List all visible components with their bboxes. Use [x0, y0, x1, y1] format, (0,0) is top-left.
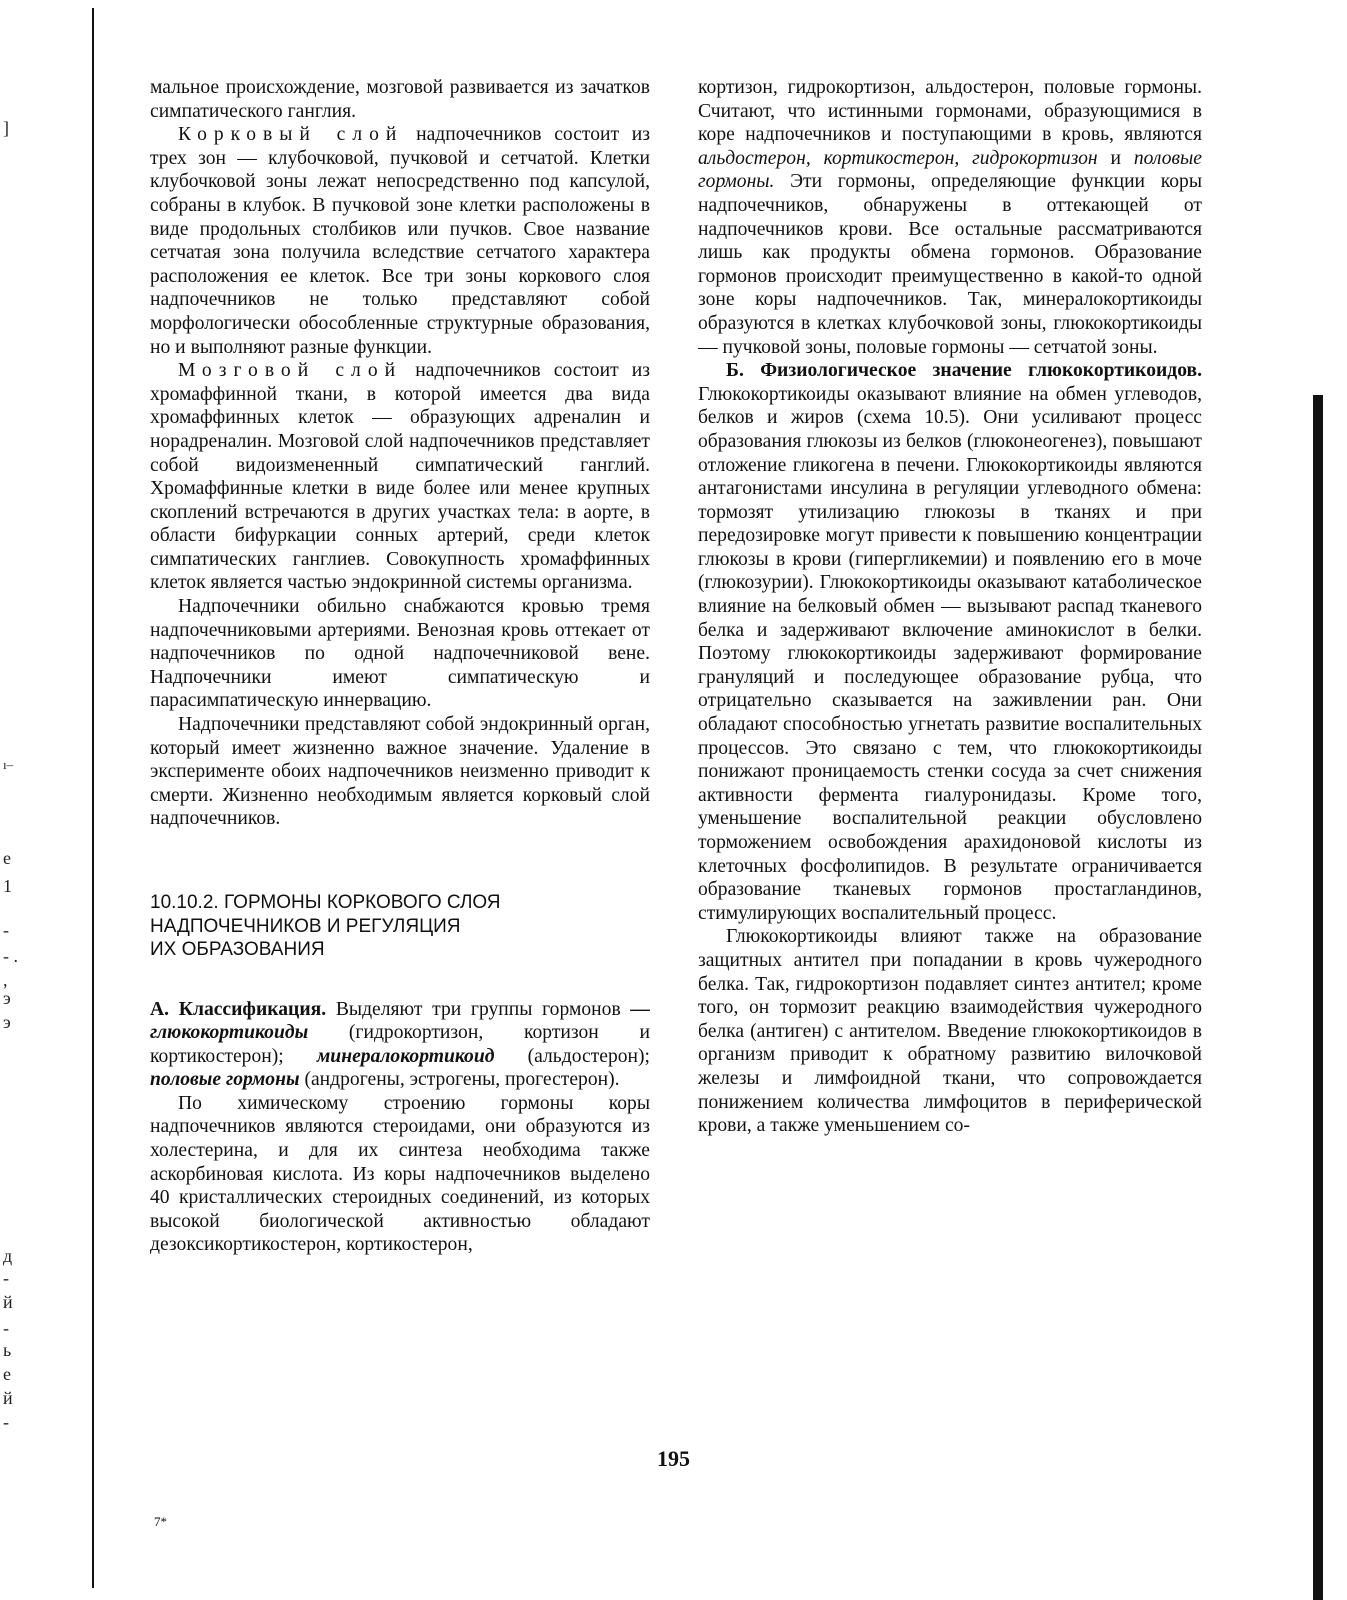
- gutter-glyph: э: [3, 1012, 11, 1032]
- page-number: 195: [657, 1446, 690, 1471]
- gutter-glyph: - .: [3, 946, 18, 966]
- gutter-glyph: э: [3, 988, 11, 1008]
- right-column: [698, 76, 1202, 1138]
- paragraph: мальное происхождение, мозговой развивается из зачатков симпатического ганглия.: [150, 77, 650, 122]
- spaced-term: Корковый слой: [178, 124, 404, 146]
- gutter-glyph: е: [3, 848, 11, 868]
- left-binding-edge: [92, 8, 94, 1588]
- gutter-glyph: ,: [3, 970, 8, 990]
- paragraph: кортизон, гидрокортизон, альдостерон, половые гормоны. Считают, что истинными гормонами, образующимися в коре надпочечников и поступающими в кровь, являются альдостерон, кортикостерон, гидрокортизон и половые гормоны. Эти гормоны, определяющие функции коры надпочечников, обнаружены в оттекающей от надпочечников крови. Все остальные рассматриваются лишь как продукты обмена гормонов. Образование гормонов происходит преимущественно в какой-то одной зоне коры надпочечников. Так, минералокортикоиды образуются в клетках клубочковой зоны, глюкокортикоиды — пучковой зоны, половые гормоны — сетчатой зоны.: [698, 77, 1202, 358]
- right-scan-edge: [1313, 395, 1323, 1600]
- spaced-term: Мозговой слой: [178, 360, 403, 382]
- gutter-glyph: й: [3, 1292, 13, 1312]
- gutter-glyph: й: [3, 1388, 13, 1408]
- gutter-glyph: -: [3, 920, 9, 940]
- paragraph-classification: А. Классификация. Выделяют три группы гормонов —глюкокортикоиды (гидрокортизон, кортизон и кортикостерон); минералокортикоид (альдостерон); половые гормоны (андрогены, эстрогены, прогестерон).: [150, 998, 650, 1091]
- gutter-glyph: ь: [3, 1340, 12, 1360]
- paragraph: Надпочечники представляют собой эндокринный орган, который имеет жизненно важное значение. Удаление в эксперименте обоих надпочечников неизменно приводит к смерти. Жизненно необходимым является корковый слой надпочечников.: [150, 714, 650, 830]
- gutter-glyph: ]: [3, 118, 9, 138]
- left-column: [150, 76, 650, 1257]
- gutter-glyph: -: [3, 1412, 9, 1432]
- paragraph-cortex: Корковый слой надпочечников состоит из трех зон — клубочковой, пучковой и сетчатой. Клетки клубочковой зоны лежат непосредственно под капсулой, собраны в клубок. В пучковой зоне клетки расположены в виде продольных столбиков или пучков. Свое название сетчатая зона получила вследствие сетчатого характера расположения ее клеток. Все три зоны коркового слоя надпочечников не только представляют собой морфологически обособленные структурные образования, но и выполняют разные функции.: [150, 124, 650, 358]
- subsection-title: Б. Физиологическое значение глюкокортикоидов.: [726, 360, 1202, 382]
- signature-mark: 7*: [154, 1514, 167, 1529]
- paragraph: По химическому строению гормоны коры надпочечников являются стероидами, они образуются из холестерина, и для их синтеза необходима также аскорбиновая кислота. Из коры надпочечников выделено 40 кристаллических стероидных соединений, из которых высокой биологической активностью обладают дезоксикортикостерон, кортикостерон,: [150, 1092, 650, 1256]
- gutter-glyph: ı–: [3, 757, 14, 772]
- paragraph: Глюкокортикоиды влияют также на образование защитных антител при попадании в кровь чужеродного белка. Так, гидрокортизон подавляет синтез антител; кроме того, он тормозит реакцию взаимодействия чужеродного белка (антиген) с антителом. Введение глюкокортикоидов в организм приводит к обратному развитию вилочковой железы и лимфоидной ткани, что сопровождается понижением количества лимфоцитов в периферической крови, а также уменьшением со-: [698, 926, 1202, 1137]
- paragraph-glucocorticoids: Б. Физиологическое значение глюкокортикоидов. Глюкокортикоиды оказывают влияние на обмен углеводов, белков и жиров (схема 10.5). Они усиливают процесс образования глюкозы из белков (глюконеогенез), повышают отложение гликогена в печени. Глюкокортикоиды являются антагонистами инсулина в регуляции углеводного обмена: тормозят утилизацию глюкозы в тканях и при передозировке могут привести к повышению концентрации глюкозы в крови (гипергликемии) и появлению его в моче (глюкозурии). Глюкокортикоиды оказывают катаболическое влияние на белковый обмен — вызывают распад тканевого белка и задерживают включение аминокислот в белки. Поэтому глюкокортикоиды задерживают формирование грануляций и последующее образование рубца, что отрицательно сказывается на заживлении ран. Они обладают способностью угнетать развитие воспалительных процессов. Это связано с тем, что глюкокортикоиды понижают проницаемость стенки сосуда за счет снижения активности фермента гиалуронидазы. Кроме того, уменьшение воспалительной реакции обусловлено торможением освобождения арахидоновой кислоты из клеточных фосфолипидов. В результате ограничивается образование тканевых гормонов простагландинов, стимулирующих воспалительный процесс.: [698, 360, 1202, 924]
- gutter-glyph: е: [3, 1364, 11, 1384]
- section-heading: 10.10.2. ГОРМОНЫ КОРКОВОГО СЛОЯ НАДПОЧЕЧНИКОВ И РЕГУЛЯЦИЯ ИХ ОБРАЗОВАНИЯ: [150, 892, 501, 960]
- gutter-glyph: -: [3, 1318, 9, 1338]
- gutter-glyph: 1: [3, 876, 12, 896]
- paragraph-medulla: Мозговой слой надпочечников состоит из хромаффинной ткани, в которой имеется два вида хромаффинных клеток — образующих адреналин и норадреналин. Мозговой слой надпочечников представляет собой видоизмененный симпатический ганглий. Хромаффинные клетки в виде более или менее крупных скоплений встречаются в других участках тела: в аорте, в области бифуркации сонных артерий, среди клеток симпатических ганглиев. Совокупность хромаффинных клеток является частью эндокринной системы организма.: [150, 360, 650, 594]
- paragraph: Надпочечники обильно снабжаются кровью тремя надпочечниковыми артериями. Венозная кровь оттекает от надпочечников по одной надпочечниковой вене. Надпочечники имеют симпатическую и парасимпатическую иннервацию.: [150, 596, 650, 712]
- subsection-title: А. Классификация.: [150, 998, 327, 1020]
- gutter-glyph: д: [3, 1246, 13, 1266]
- gutter-glyph: -: [3, 1268, 9, 1288]
